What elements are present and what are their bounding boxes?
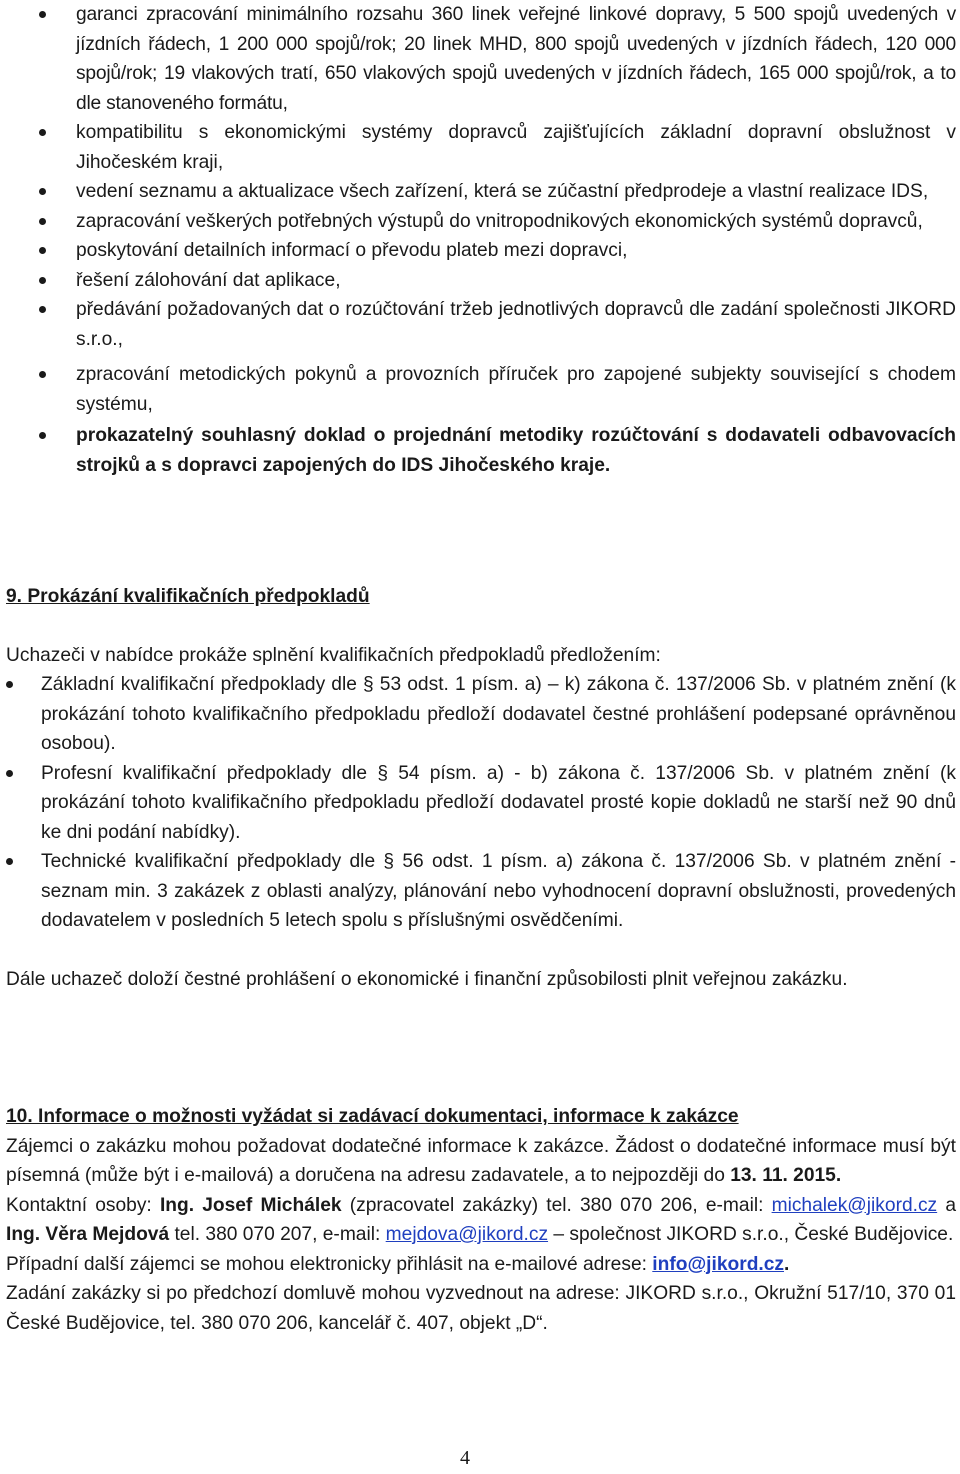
contact-paragraph — [0, 1191, 960, 1250]
deadline-date: 13. 11. 2015. — [730, 1165, 842, 1186]
section-heading: 9. Prokázání kvalifikačních předpokladů — [6, 586, 370, 607]
list-item: garanci zpracování minimálního rozsahu 360 linek veřejné linkové dopravy, 5 500 spojů uvedených v jízdních řádech, 1 200 000 spojů/rok; 20 linek MHD, 800 spojů uvedených v jízdních řádech, 120 000 spojů/rok; 19 vlakových tratí, 650 vlakových spojů uvedených v jízdních řádech, 165 000 spojů/rok, a to dle stanoveného formátu, — [0, 0, 960, 118]
qualification-list — [0, 670, 960, 936]
list-item: poskytování detailních informací o převodu plateb mezi dopravci, — [0, 236, 960, 266]
list-item: prokazatelný souhlasný doklad o projednání metodiky rozúčtování s dodavateli odbavovacích strojků a s dopravci zapojených do IDS Jihočeského kraje. — [0, 421, 960, 480]
info-email-link[interactable]: info@jikord.cz — [652, 1253, 785, 1275]
info-text: Zájemci o zakázku mohou požadovat dodatečné informace k zakázce. Žádost o dodatečné informace musí být písemná (může být i e-mailová) a doručena na adresu zadavatele, a to nejpozději do — [6, 1135, 956, 1186]
contact1-info: (zpracovatel zakázky) tel. 380 070 206, e-mail: — [341, 1194, 772, 1216]
contact-suffix: – společnost JIKORD s.r.o., České Budějovice. — [548, 1224, 954, 1245]
list-item: Profesní kvalifikační předpoklady dle § 54 písm. a) - b) zákona č. 137/2006 Sb. v platném znění (k prokázání tohoto kvalifikačního předpokladu předloží dodavatel prosté kopie dokladů ne starší než 90 dnů ke dni podání nabídky). — [0, 759, 960, 848]
contact-and: a — [937, 1194, 956, 1216]
pickup-paragraph: Zadání zakázky si po předchozí domluvě mohou vyzvednout na adrese: JIKORD s.r.o., Okružní 517/10, 370 01 České Budějovice, tel. 380 070 206, kancelář č. 407, objekt „D“. — [6, 1283, 956, 1334]
registration-paragraph — [0, 1250, 960, 1280]
list-item: předávání požadovaných dat o rozúčtování tržeb jednotlivých dopravců dle zadání společnosti JIKORD s.r.o., — [0, 295, 960, 354]
contact1-email-link[interactable]: michalek@jikord.cz — [771, 1194, 938, 1216]
contact2-info: tel. 380 070 207, e-mail: — [169, 1224, 386, 1245]
registration-end: . — [784, 1253, 790, 1275]
registration-text: Případní další zájemci se mohou elektronicky přihlásit na e-mailové adrese: — [6, 1253, 653, 1275]
contact-prefix: Kontaktní osoby: — [6, 1194, 160, 1216]
section-9 — [0, 582, 960, 994]
section-closing: Dále uchazeč doloží čestné prohlášení o ekonomické i finanční způsobilosti plnit veřejnou zakázku. — [6, 968, 848, 990]
list-item: vedení seznamu a aktualizace všech zařízení, která se zúčastní předprodeje a vlastní realizace IDS, — [0, 177, 960, 207]
list-item: řešení zálohování dat aplikace, — [0, 266, 960, 296]
list-item: Technické kvalifikační předpoklady dle § 56 odst. 1 písm. a) zákona č. 137/2006 Sb. v platném znění - seznam min. 3 zakázek z oblasti analýzy, plánování nebo vyhodnocení dopravní obslužnosti, provedených dodavatelem v posledních 5 letech spolu s příslušnými osvědčeními. — [0, 847, 960, 936]
requirements-list — [0, 0, 960, 480]
contact1-name: Ing. Josef Michálek — [159, 1194, 342, 1216]
page-number: 4 — [460, 1447, 470, 1469]
section-intro: Uchazeči v nabídce prokáže splnění kvalifikačních předpokladů předložením: — [6, 644, 661, 666]
list-item: kompatibilitu s ekonomickými systémy dopravců zajišťujících základní dopravní obslužnost v Jihočeském kraji, — [0, 118, 960, 177]
contact2-name: Ing. Věra Mejdová — [6, 1224, 170, 1245]
contact2-email-link[interactable]: mejdova@jikord.cz — [385, 1224, 549, 1245]
section-10 — [0, 1102, 960, 1338]
info-paragraph — [0, 1132, 960, 1191]
list-item: zpracování metodických pokynů a provozních příruček pro zapojené subjekty související s chodem systému, — [0, 360, 960, 419]
list-item: Základní kvalifikační předpoklady dle § 53 odst. 1 písm. a) – k) zákona č. 137/2006 Sb. v platném znění (k prokázání tohoto kvalifikačního předpokladu předloží dodavatel čestné prohlášení podepsané oprávněnou osobou). — [0, 670, 960, 759]
section-heading: 10. Informace o možnosti vyžádat si zadávací dokumentaci, informace k zakázce — [6, 1106, 739, 1127]
list-item: zapracování veškerých potřebných výstupů do vnitropodnikových ekonomických systémů dopravců, — [0, 207, 960, 237]
